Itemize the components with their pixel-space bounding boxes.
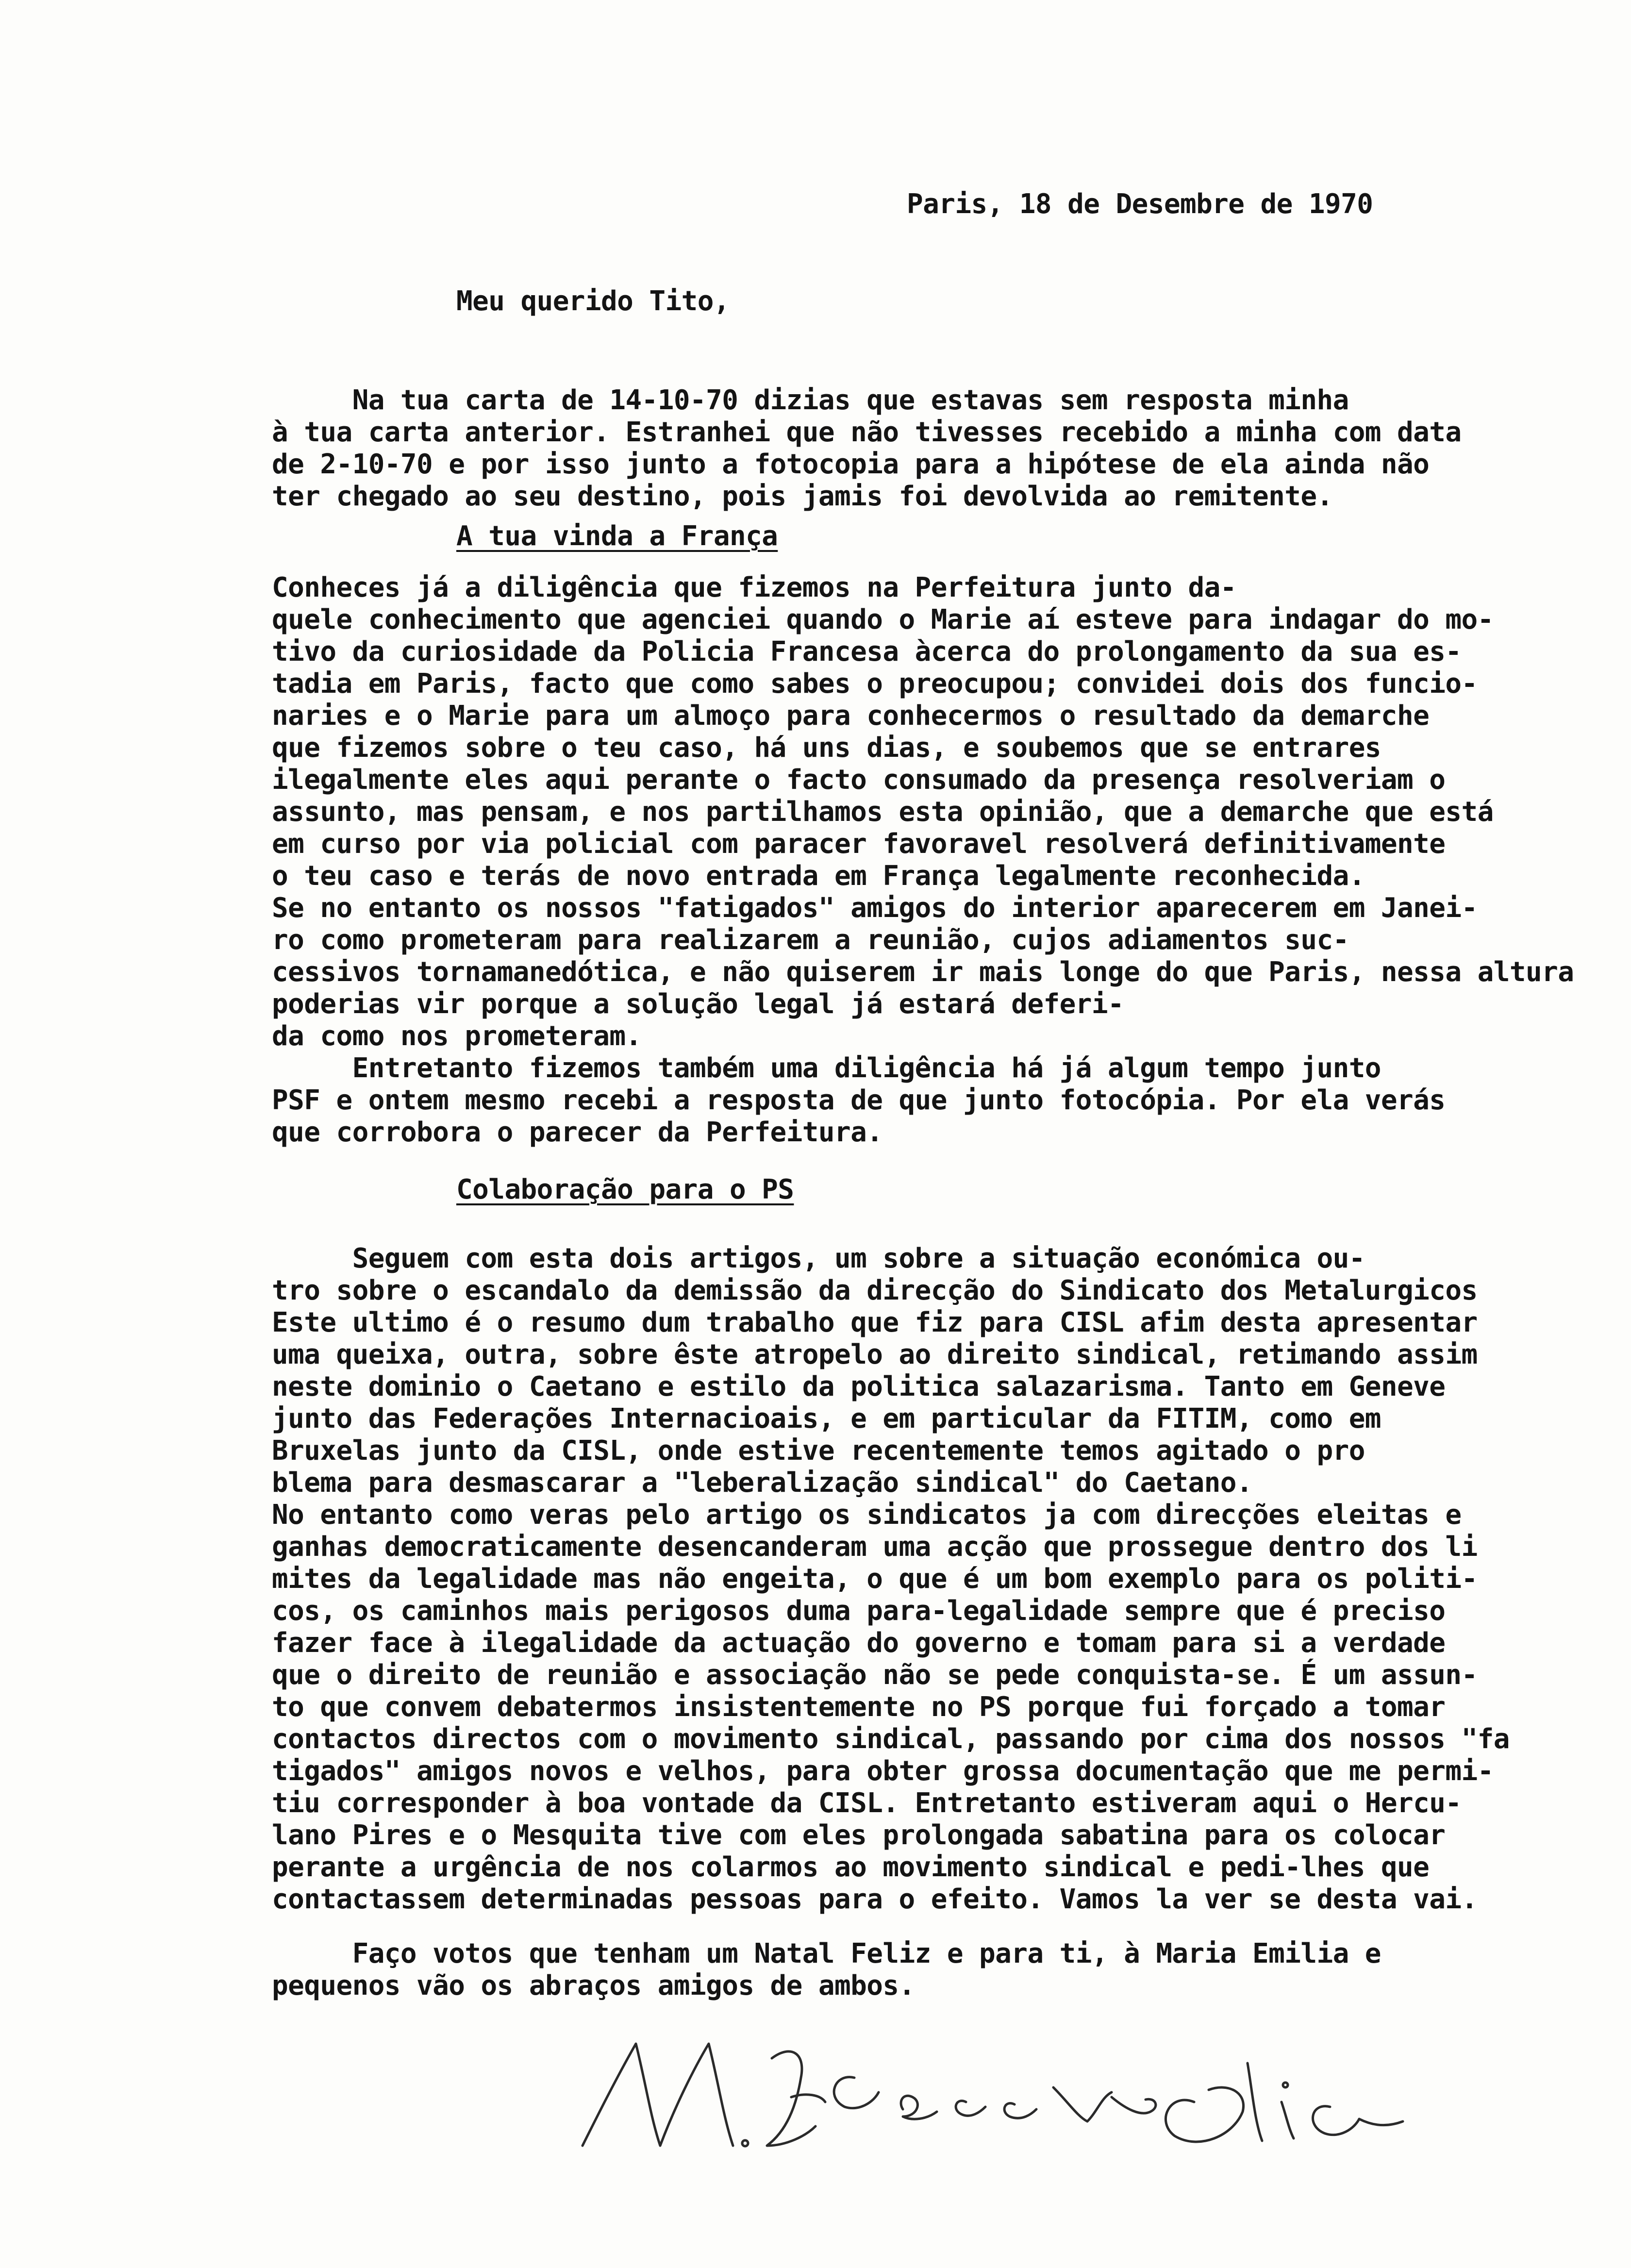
text-line: tigados" amigos novos e velhos, para obter grossa documentação que me permi- xyxy=(272,1755,1494,1787)
text-line: ro como prometeram para realizarem a reunião, cujos adiamentos suc- xyxy=(272,924,1349,956)
salutation: Meu querido Tito, xyxy=(456,285,730,317)
text-line: quele conhecimento que agenciei quando o Marie aí esteve para indagar do mo- xyxy=(272,604,1494,635)
text-line: blema para desmascarar a "leberalização sindical" do Caetano. xyxy=(272,1467,1253,1499)
text-line: contactassem determinadas pessoas para o efeito. Vamos la ver se desta vai. xyxy=(272,1884,1478,1915)
text-line: Bruxelas junto da CISL, onde estive recentemente temos agitado o pro xyxy=(272,1435,1365,1467)
handwritten-signature xyxy=(563,2024,1437,2170)
text-line: da como nos prometeram. xyxy=(272,1020,642,1052)
text-line: Conheces já a diligência que fizemos na Perfeitura junto da- xyxy=(272,572,1236,603)
text-line: tadia em Paris, facto que como sabes o preocupou; convidei dois dos funcio- xyxy=(272,668,1478,700)
text-line: Este ultimo é o resumo dum trabalho que fiz para CISL afim desta apresentar xyxy=(272,1307,1478,1338)
text-line: poderias vir porque a solução legal já estará deferi- xyxy=(272,988,1124,1020)
text-line: que corrobora o parecer da Perfeitura. xyxy=(272,1117,883,1148)
text-line: No entanto como veras pelo artigo os sindicatos ja com direcções eleitas e xyxy=(272,1499,1462,1531)
text-line: mites da legalidade mas não engeita, o que é um bom exemplo para os politi- xyxy=(272,1563,1478,1595)
text-line: em curso por via policial com paracer favoravel resolverá definitivamente xyxy=(272,828,1446,860)
text-line: de 2-10-70 e por isso junto a fotocopia para a hipótese de ela ainda não xyxy=(272,449,1430,480)
text-line: tiu corresponder à boa vontade da CISL. Entretanto estiveram aqui o Hercu- xyxy=(272,1787,1462,1819)
text-line: Se no entanto os nossos "fatigados" amigos do interior aparecerem em Janei- xyxy=(272,892,1478,924)
text-line: neste dominio o Caetano e estilo da politica salazarisma. Tanto em Geneve xyxy=(272,1371,1446,1402)
section-heading-ps-collaboration: Colaboração para o PS xyxy=(456,1174,794,1205)
text-line: pequenos vão os abraços amigos de ambos. xyxy=(272,1970,915,2001)
text-line: junto das Federações Internacioais, e em particular da FITIM, como em xyxy=(272,1403,1381,1434)
text-line: ganhas democraticamente desencanderam uma acção que prossegue dentro dos li xyxy=(272,1531,1478,1563)
text-line: cessivos tornamanedótica, e não quiserem ir mais longe do que Paris, nessa altura xyxy=(272,956,1574,988)
text-line: to que convem debatermos insistentemente no PS porque fui forçado a tomar xyxy=(272,1691,1446,1723)
text-line: que o direito de reunião e associação não se pede conquista-se. É um assun- xyxy=(272,1659,1478,1691)
text-line: à tua carta anterior. Estranhei que não tivesses recebido a minha com data xyxy=(272,417,1462,448)
text-line: lano Pires e o Mesquita tive com eles prolongada sabatina para os colocar xyxy=(272,1819,1446,1851)
text-line: Entretanto fizemos também uma diligência há já algum tempo junto xyxy=(272,1052,1381,1084)
text-line: ter chegado ao seu destino, pois jamis foi devolvida ao remitente. xyxy=(272,481,1333,512)
text-line: tro sobre o escandalo da demissão da direcção do Sindicato dos Metalurgicos xyxy=(272,1275,1478,1306)
text-line: contactos directos com o movimento sindical, passando por cima dos nossos "fa xyxy=(272,1723,1510,1755)
text-line: tivo da curiosidade da Policia Francesa àcerca do prolongamento da sua es- xyxy=(272,636,1462,667)
text-line: naries e o Marie para um almoço para conhecermos o resultado da demarche xyxy=(272,700,1430,732)
text-line: perante a urgência de nos colarmos ao movimento sindical e pedi-lhes que xyxy=(272,1851,1430,1883)
section-heading-visit-to-france: A tua vinda a França xyxy=(456,520,778,552)
date-line: Paris, 18 de Desembre de 1970 xyxy=(907,188,1373,220)
text-line: fazer face à ilegalidade da actuação do governo e tomam para si a verdade xyxy=(272,1627,1446,1659)
text-line: Na tua carta de 14-10-70 dizias que estavas sem resposta minha xyxy=(272,384,1349,416)
text-line: ilegalmente eles aqui perante o facto consumado da presença resolveriam o xyxy=(272,764,1446,796)
text-line: Faço votos que tenham um Natal Feliz e para ti, à Maria Emilia e xyxy=(272,1938,1381,1969)
text-line: que fizemos sobre o teu caso, há uns dias, e soubemos que se entrares xyxy=(272,732,1381,764)
text-line: cos, os caminhos mais perigosos duma para-legalidade sempre que é preciso xyxy=(272,1595,1446,1627)
text-line: Seguem com esta dois artigos, um sobre a situação económica ou- xyxy=(272,1243,1365,1274)
text-line: o teu caso e terás de novo entrada em França legalmente reconhecida. xyxy=(272,860,1365,892)
text-line: uma queixa, outra, sobre êste atropelo ao direito sindical, retimando assim xyxy=(272,1339,1478,1370)
text-line: assunto, mas pensam, e nos partilhamos esta opinião, que a demarche que está xyxy=(272,796,1494,828)
text-line: PSF e ontem mesmo recebi a resposta de que junto fotocópia. Por ela verás xyxy=(272,1084,1446,1116)
